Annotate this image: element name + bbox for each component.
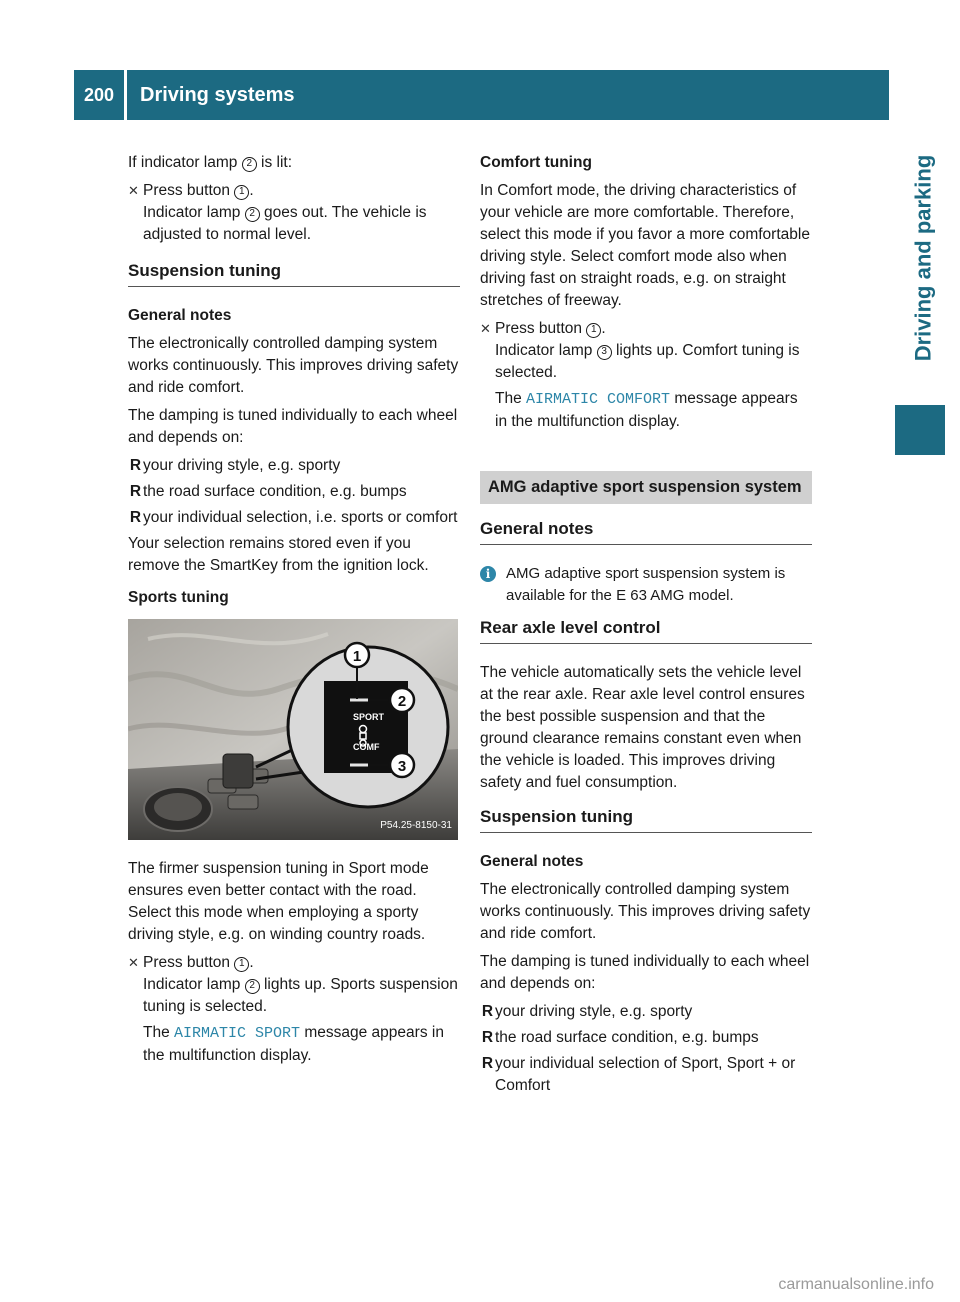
section-box-amg: AMG adaptive sport suspension system — [480, 471, 812, 504]
callout-ref: 1 — [586, 323, 601, 338]
paragraph: The damping is tuned individually to each wheel and depends on: — [128, 407, 458, 446]
info-icon: i — [480, 566, 496, 582]
list-item: R your individual selection of Sport, Sport + or Comfort — [480, 1053, 812, 1097]
label-sport: SPORT — [353, 712, 385, 722]
paragraph: The firmer suspension tuning in Sport mode ensures even better contact with the road. Select this mode when employing a sporty driving style, e.g. on winding country roads. — [128, 860, 429, 943]
paragraph: In Comfort mode, the driving characteristics of your vehicle are more comfortable. Therefore, select this mode if you favor a more comfortable driving style. Select comfort mode also when driving fast on straight roads, e.g. on straight stretches of freeway. — [480, 182, 810, 309]
bullet-icon: R — [481, 1029, 494, 1046]
side-tab-label — [895, 123, 951, 393]
action-step: ✕ Press button 1 . Indicator lamp 2 goes out. The vehicle is adjusted to normal level. — [128, 180, 460, 246]
paragraph: Your selection remains stored even if you remove the SmartKey from the ignition lock. — [128, 535, 429, 574]
display-message: AIRMATIC COMFORT — [526, 391, 671, 408]
section-heading-suspension: Suspension tuning — [480, 806, 812, 833]
page-title: Driving systems — [140, 84, 295, 106]
action-step: ✕ Press button 1 . Indicator lamp 3 lights up. Comfort tuning is selected. The AIRMATIC COMFORT message appears in the multifunction display. — [480, 318, 812, 433]
bullet-icon: R — [481, 1055, 494, 1072]
left-column — [128, 152, 460, 1071]
side-tab-text: Driving and parking — [910, 154, 935, 362]
paragraph: The electronically controlled damping system works continuously. This improves driving safety and ride comfort. — [480, 881, 811, 942]
subheading-general-notes: General notes — [480, 853, 584, 870]
page-number: 200 — [83, 84, 115, 105]
section-heading-general-notes: General notes — [480, 518, 812, 545]
subheading-sports-tuning: Sports tuning — [128, 589, 229, 606]
list-item: R your driving style, e.g. sporty — [480, 1001, 812, 1023]
bullet-icon: R — [129, 483, 142, 500]
header-divider — [124, 70, 127, 120]
watermark: carmanualsonline.info — [778, 1276, 934, 1293]
paragraph: The electronically controlled damping system works continuously. This improves driving safety and ride comfort. — [128, 335, 459, 396]
callout-ref: 1 — [234, 957, 249, 972]
figure-sport-switch — [128, 619, 458, 840]
callout-ref: 2 — [245, 207, 260, 222]
figure-caption: P54.25-8150-31 — [380, 820, 452, 831]
bullet-icon: R — [129, 457, 142, 474]
figure-illustration — [128, 619, 458, 840]
list-item: R your driving style, e.g. sporty — [128, 455, 460, 477]
subheading-general-notes: General notes — [128, 307, 232, 324]
callout-ref: 3 — [597, 345, 612, 360]
info-note: i AMG adaptive sport suspension system is available for the E 63 AMG model. — [480, 563, 812, 607]
display-message: AIRMATIC SPORT — [174, 1025, 301, 1042]
side-tab-marker — [895, 405, 945, 455]
list-item: R your individual selection, i.e. sports or comfort — [128, 507, 460, 529]
section-heading-rear-axle: Rear axle level control — [480, 617, 812, 644]
action-arrow-icon: ✕ — [128, 183, 139, 198]
callout-ref: 2 — [242, 157, 257, 172]
right-column — [480, 152, 812, 1101]
list-item: R the road surface condition, e.g. bumps — [128, 481, 460, 503]
action-step: ✕ Press button 1 . Indicator lamp 2 lights up. Sports suspension tuning is selected. The AIRMATIC SPORT message appears in the multifunction display. — [128, 952, 460, 1067]
bullet-icon: R — [129, 509, 142, 526]
action-arrow-icon: ✕ — [128, 955, 139, 970]
subheading-comfort-tuning: Comfort tuning — [480, 154, 592, 171]
callout-ref: 2 — [245, 979, 260, 994]
intro-text: If indicator lamp 2 is lit: — [128, 154, 293, 171]
callout-2: 2 — [397, 693, 407, 710]
paragraph: The damping is tuned individually to each wheel and depends on: — [480, 953, 810, 992]
callout-ref: 1 — [234, 185, 249, 200]
section-heading-suspension: Suspension tuning — [128, 260, 460, 287]
bullet-icon: R — [481, 1003, 494, 1020]
label-comf: COMF — [353, 742, 380, 752]
callout-3: 3 — [397, 758, 407, 775]
action-arrow-icon: ✕ — [480, 321, 491, 336]
list-item: R the road surface condition, e.g. bumps — [480, 1027, 812, 1049]
paragraph: The vehicle automatically sets the vehicle level at the rear axle. Rear axle level control ensures the best possible suspension and that the ground clearance remains constant even when the vehicle is loaded. This improves driving safety and fuel consumption. — [480, 664, 805, 791]
callout-1: 1 — [352, 648, 362, 665]
